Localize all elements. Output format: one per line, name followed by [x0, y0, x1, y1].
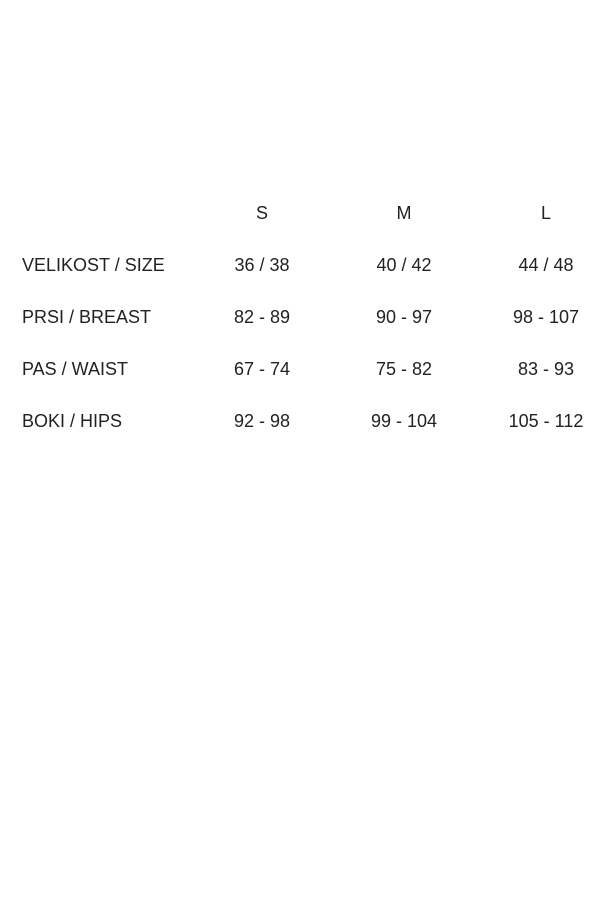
size-value-l: 44 / 48 — [518, 254, 574, 275]
waist-value-l: 83 - 93 — [517, 358, 575, 379]
hips-value-s: 92 - 98 — [233, 410, 291, 431]
row-label-hips: BOKI / HIPS — [22, 410, 123, 431]
hips-value-l: 105 - 112 — [508, 410, 584, 431]
size-value-s: 36 / 38 — [234, 254, 290, 275]
column-header-l: L — [540, 202, 551, 223]
size-chart-table — [22, 187, 600, 447]
row-label-size: VELIKOST / SIZE — [22, 254, 165, 275]
breast-value-m: 90 - 97 — [375, 306, 433, 327]
waist-value-m: 75 - 82 — [375, 358, 433, 379]
size-value-m: 40 / 42 — [376, 254, 432, 275]
row-label-waist: PAS / WAIST — [22, 358, 129, 379]
row-label-breast: PRSI / BREAST — [22, 306, 152, 327]
breast-value-s: 82 - 89 — [233, 306, 291, 327]
column-header-s: S — [255, 202, 268, 223]
hips-value-m: 99 - 104 — [370, 410, 438, 431]
column-header-m: M — [396, 202, 412, 223]
header-spacer — [22, 187, 191, 239]
waist-value-s: 67 - 74 — [233, 358, 291, 379]
breast-value-l: 98 - 107 — [512, 306, 580, 327]
